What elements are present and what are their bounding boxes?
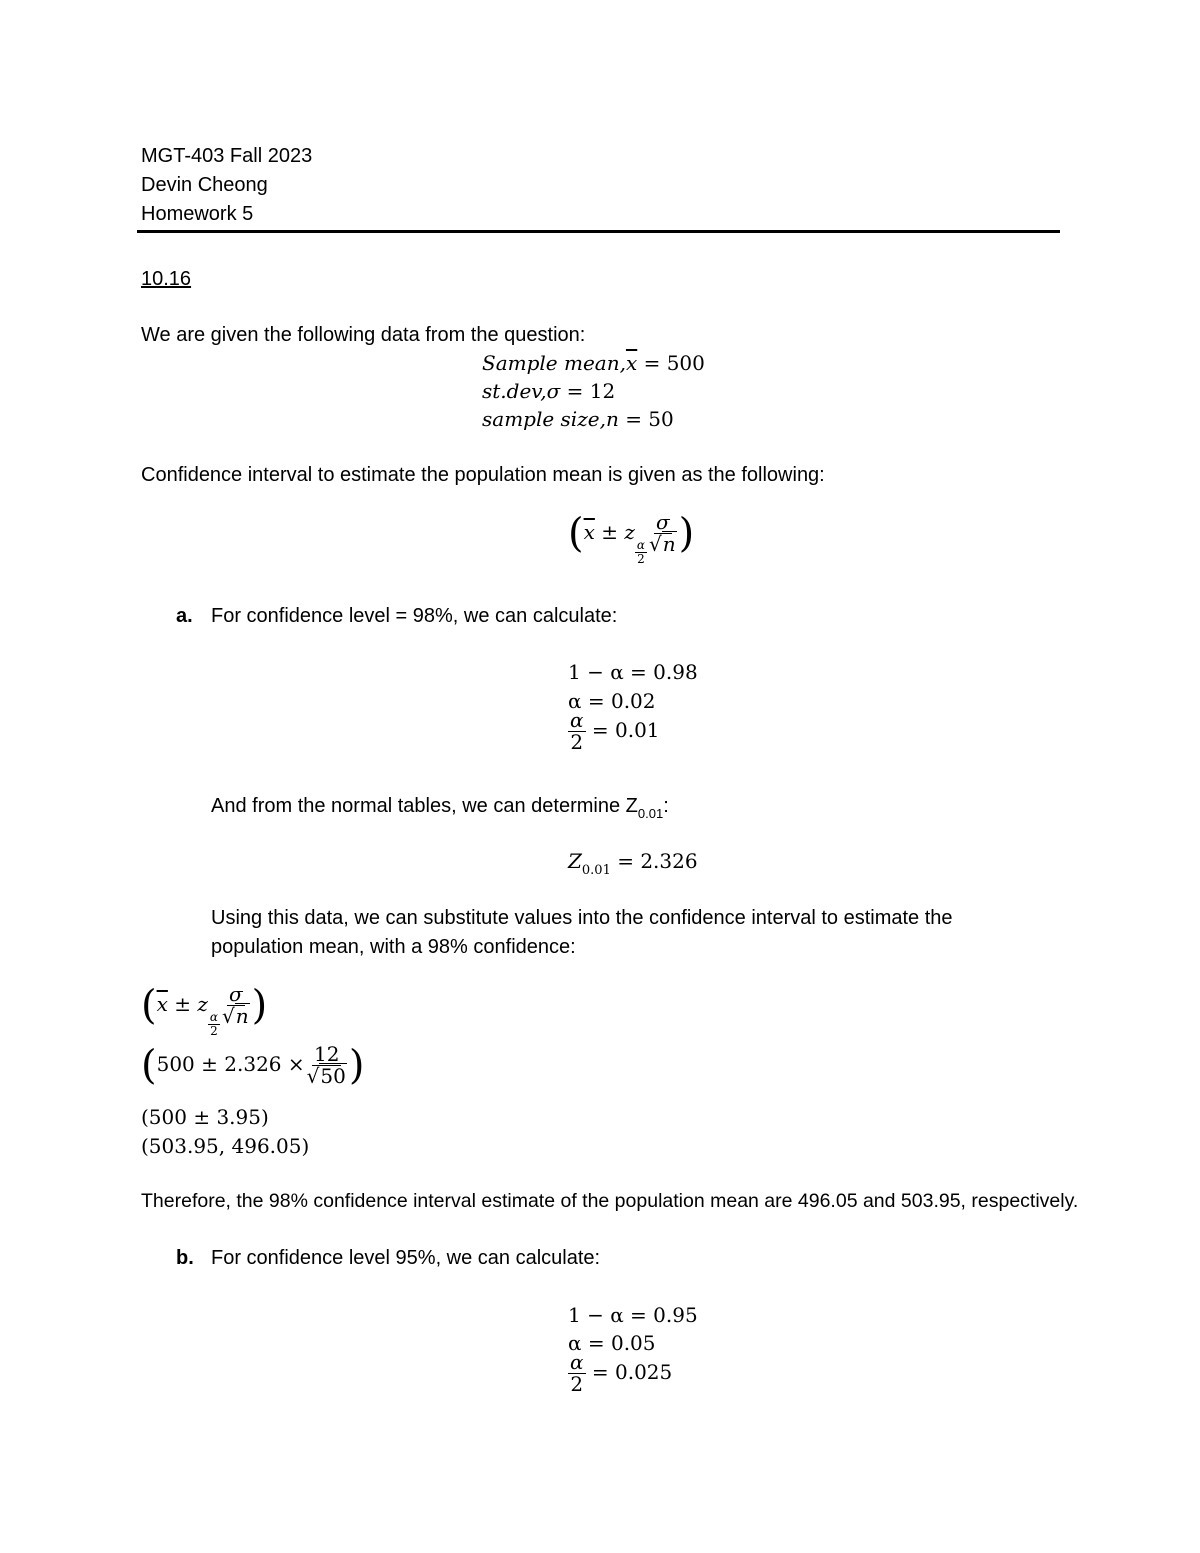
substitute-line-1: Using this data, we can substitute values into the confidence interval to estimate the xyxy=(211,907,953,929)
part-b-label: b. xyxy=(176,1247,194,1269)
work-sub-fraction xyxy=(305,1044,349,1087)
z-value-eq xyxy=(568,849,698,878)
work-sub-den: 50 xyxy=(320,1064,346,1088)
given-label: st.dev, xyxy=(482,379,547,403)
fraction-sigma: σ xyxy=(229,982,243,1006)
part-a-intro: For confidence level = 98%, we can calculate: xyxy=(211,605,618,627)
paren-open: ( xyxy=(141,982,157,1029)
given-intro: We are given the following data from the question: xyxy=(141,324,586,346)
work-z: z xyxy=(197,992,208,1016)
given-symbol: $\overline{x}$ xyxy=(625,351,638,375)
eq3-num: α xyxy=(570,708,584,732)
given-symbol: σ xyxy=(546,379,561,403)
paren-close: ) xyxy=(251,982,268,1029)
work-xbar: $\overline{x}$ xyxy=(156,992,168,1016)
formula-z: z xyxy=(624,520,635,544)
eq3-den: 2 xyxy=(570,730,584,754)
sqrt-n: n xyxy=(235,1004,249,1028)
normal-table-intro xyxy=(211,795,669,821)
work-substitution xyxy=(141,1044,364,1087)
ci-intro: Confidence interval to estimate the population mean is given as the following: xyxy=(141,464,825,486)
given-sample-size xyxy=(482,407,674,431)
author-name: Devin Cheong xyxy=(141,174,268,196)
eq3-rhs: = 0.01 xyxy=(591,718,660,742)
part-a-eq1: 1 − α = 0.98 xyxy=(568,660,698,684)
given-symbol: n xyxy=(605,407,619,431)
part-a-eq3 xyxy=(568,710,660,753)
table-intro-end: : xyxy=(663,795,669,817)
z-subscript: 0.01 xyxy=(581,863,611,878)
sqrt-sign: √ xyxy=(306,1064,320,1088)
header-divider xyxy=(137,230,1060,233)
assignment-title: Homework 5 xyxy=(141,203,254,225)
eq3-num: α xyxy=(570,1350,584,1374)
work-sub-num: 12 xyxy=(314,1042,340,1066)
table-intro-sub: 0.01 xyxy=(637,806,664,821)
part-b-eq1: 1 − α = 0.95 xyxy=(568,1303,698,1327)
given-value: = 50 xyxy=(625,407,674,431)
formula-z-subscript xyxy=(635,539,647,565)
subscript-alpha: α xyxy=(209,1010,219,1024)
paren-open: ( xyxy=(568,510,584,557)
work-pm: ± xyxy=(174,992,192,1016)
substitute-line-2: population mean, with a 98% confidence: xyxy=(211,936,576,958)
subscript-alpha: α xyxy=(636,538,646,552)
subscript-two: 2 xyxy=(637,551,645,566)
given-label: Sample mean, xyxy=(482,351,626,375)
z-symbol: Z xyxy=(568,849,582,873)
formula-pm: ± xyxy=(601,520,619,544)
work-z-subscript xyxy=(208,1011,220,1037)
paren-open: ( xyxy=(141,1042,157,1089)
z-rhs: = 2.326 xyxy=(617,849,698,873)
formula-fraction xyxy=(647,512,679,555)
part-b-intro: For confidence level 95%, we can calculate: xyxy=(211,1247,601,1269)
part-a-label: a. xyxy=(176,605,193,627)
sqrt-sign: √ xyxy=(649,532,662,556)
subscript-two: 2 xyxy=(210,1023,218,1038)
work-line-4: (503.95, 496.05) xyxy=(141,1134,310,1158)
given-label: sample size, xyxy=(482,407,606,431)
part-b-eq3 xyxy=(568,1352,672,1395)
given-sample-mean xyxy=(482,351,705,375)
course-title: MGT-403 Fall 2023 xyxy=(141,145,313,167)
given-value: = 500 xyxy=(643,351,705,375)
work-line-3: (500 ± 3.95) xyxy=(141,1105,269,1129)
paren-close: ) xyxy=(678,510,695,557)
problem-number: 10.16 xyxy=(141,268,192,290)
sqrt-sign: √ xyxy=(222,1004,235,1028)
ci-formula xyxy=(568,512,694,565)
part-a-eq2: α = 0.02 xyxy=(568,689,656,713)
formula-xbar: $\overline{x}$ xyxy=(583,520,595,544)
part-b-eq2: α = 0.05 xyxy=(568,1331,656,1355)
conclusion: Therefore, the 98% confidence interval estimate of the population mean are 496.05 and 503.95, respectively. xyxy=(141,1190,1079,1212)
given-std-dev xyxy=(482,379,615,403)
eq3-rhs: = 0.025 xyxy=(591,1360,673,1384)
table-intro-text: And from the normal tables, we can determine Z xyxy=(211,795,638,817)
sqrt-n: n xyxy=(662,532,676,556)
work-formula xyxy=(141,984,267,1037)
paren-close: ) xyxy=(348,1042,365,1089)
eq3-den: 2 xyxy=(570,1372,584,1396)
fraction-sigma: σ xyxy=(656,510,670,534)
given-value: = 12 xyxy=(566,379,616,403)
work-fraction xyxy=(220,984,252,1027)
work-sub-left: 500 ± 2.326 × xyxy=(156,1052,305,1076)
